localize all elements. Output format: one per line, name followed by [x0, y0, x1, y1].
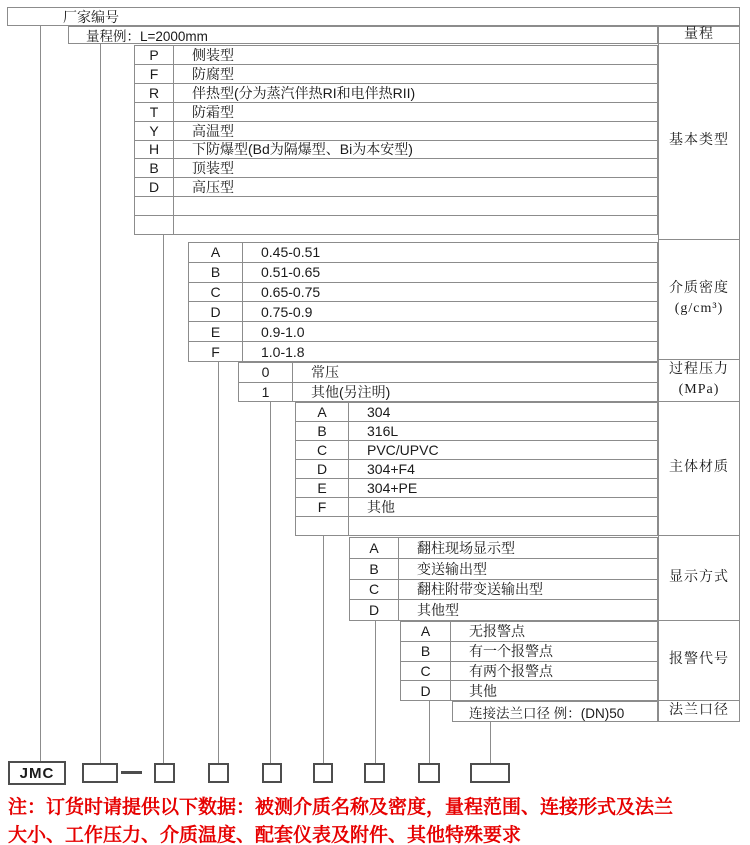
table-process-pressure — [238, 362, 658, 402]
dash-separator — [121, 771, 142, 774]
desc-cell: 有两个报警点 — [469, 662, 553, 679]
code-cell: B — [135, 159, 174, 177]
table-row — [135, 65, 657, 84]
connector-line — [218, 361, 219, 763]
code-cell: F — [189, 342, 243, 361]
code-cell: T — [135, 103, 174, 121]
table-row — [296, 403, 657, 422]
code-box-material — [313, 763, 333, 783]
table-body-material — [295, 402, 658, 536]
label-flange-size: 法兰口径 — [669, 702, 729, 718]
table-row — [135, 84, 657, 103]
desc-cell — [174, 216, 657, 234]
code-cell: H — [135, 141, 174, 159]
desc-cell — [174, 197, 657, 215]
table-row — [296, 441, 657, 460]
table-basic-type — [134, 45, 658, 235]
desc-cell: 常压 — [311, 364, 339, 381]
code-box-basic-type — [154, 763, 175, 783]
code-cell: A — [350, 538, 399, 558]
code-cell: B — [189, 263, 243, 282]
code-box-density — [208, 763, 229, 783]
table-row — [401, 622, 657, 642]
code-cell: A — [189, 243, 243, 262]
desc-cell: 1.0-1.8 — [261, 343, 305, 360]
label-basic-type: 基本类型 — [659, 44, 739, 240]
table-row — [401, 681, 657, 700]
table-row — [135, 159, 657, 178]
model-prefix-box: JMC — [8, 761, 66, 785]
table-row — [296, 422, 657, 441]
code-cell: E — [189, 322, 243, 341]
table-row — [239, 363, 657, 383]
table-row — [296, 460, 657, 479]
desc-cell: 316L — [367, 423, 399, 439]
desc-cell: PVC/UPVC — [367, 442, 439, 458]
code-box-range — [82, 763, 118, 783]
desc-cell: 伴热型(分为蒸汽伴热RI和电伴热RII) — [192, 84, 416, 101]
table-row — [189, 283, 657, 303]
desc-cell: 0.65-0.75 — [261, 284, 321, 301]
code-cell: R — [135, 84, 174, 102]
code-cell: F — [135, 65, 174, 83]
code-cell — [296, 517, 349, 535]
code-cell: D — [189, 302, 243, 321]
desc-cell: 其他型 — [417, 602, 459, 619]
table-row — [135, 216, 657, 234]
table-row — [135, 46, 657, 65]
table-row — [135, 103, 657, 122]
code-cell: F — [296, 498, 349, 516]
desc-cell: 变送输出型 — [417, 560, 487, 577]
desc-cell: 防腐型 — [192, 65, 234, 82]
table-row — [135, 178, 657, 197]
desc-cell — [349, 517, 657, 535]
desc-cell: 304 — [367, 404, 391, 420]
label-alarm-code: 报警代号 — [659, 621, 739, 701]
code-cell: P — [135, 46, 174, 64]
code-cell: D — [296, 460, 349, 478]
code-cell: B — [296, 422, 349, 440]
table-alarm-code — [400, 621, 658, 701]
table-row — [189, 263, 657, 283]
code-box-pressure — [262, 763, 282, 783]
code-cell: C — [350, 580, 399, 600]
desc-cell: 304+PE — [367, 480, 418, 496]
code-cell: Y — [135, 122, 174, 140]
code-cell: C — [189, 283, 243, 302]
table-row — [135, 197, 657, 216]
code-cell: D — [350, 600, 399, 620]
label-display-mode: 显示方式 — [659, 536, 739, 621]
category-label-column — [658, 26, 740, 722]
connector-line — [270, 401, 271, 763]
flange-row-label: 连接法兰口径 例：(DN)50 — [469, 705, 625, 721]
factory-number-label: 厂家编号 — [63, 8, 119, 25]
table-row — [350, 600, 657, 620]
table-row — [401, 662, 657, 682]
table-row — [189, 322, 657, 342]
desc-cell: 其他 — [367, 499, 395, 515]
table-row — [296, 479, 657, 498]
code-cell: C — [296, 441, 349, 459]
code-cell: B — [401, 642, 451, 661]
connector-line — [429, 700, 430, 763]
code-box-flange — [470, 763, 510, 783]
code-cell: B — [350, 559, 399, 579]
desc-cell: 翻柱现场显示型 — [417, 539, 515, 556]
desc-cell: 无报警点 — [469, 623, 525, 640]
connector-line — [100, 44, 101, 763]
table-row — [189, 243, 657, 263]
note-line-1: 注：订货时请提供以下数据：被测介质名称及密度，量程范围、连接形式及法兰 — [8, 797, 674, 818]
desc-cell: 0.75-0.9 — [261, 303, 313, 320]
connector-line — [490, 721, 491, 763]
code-cell: D — [401, 681, 451, 700]
desc-cell: 侧装型 — [192, 46, 234, 63]
range-example-label: 量程例：L=2000mm — [86, 29, 208, 44]
code-cell: C — [401, 662, 451, 681]
table-row — [350, 538, 657, 559]
code-cell: A — [401, 622, 451, 641]
connector-line — [375, 620, 376, 763]
table-medium-density — [188, 242, 658, 362]
desc-cell: 顶装型 — [192, 160, 234, 177]
connector-line — [163, 234, 164, 763]
flange-row — [452, 701, 658, 722]
factory-number-row — [7, 7, 740, 26]
desc-cell: 翻柱附带变送输出型 — [417, 581, 543, 598]
table-row — [296, 498, 657, 517]
code-cell — [135, 197, 174, 215]
code-cell: 1 — [239, 383, 293, 402]
desc-cell: 其他(另注明) — [311, 383, 391, 400]
table-row — [189, 342, 657, 361]
table-row — [189, 302, 657, 322]
code-cell: D — [135, 178, 174, 196]
table-row — [135, 122, 657, 141]
note-line-2: 大小、工作压力、介质温度、配套仪表及附件、其他特殊要求 — [8, 825, 522, 845]
code-cell — [135, 216, 174, 234]
connector-line — [323, 535, 324, 763]
desc-cell: 下防爆型(Bd为隔爆型、Bi为本安型) — [192, 141, 413, 158]
table-row — [239, 383, 657, 402]
code-cell: A — [296, 403, 349, 421]
desc-cell: 0.45-0.51 — [261, 244, 321, 261]
table-row — [296, 517, 657, 535]
code-cell: E — [296, 479, 349, 497]
table-row — [401, 642, 657, 662]
table-display-mode — [349, 537, 658, 621]
label-medium-density: 介质密度 (g/cm³) — [659, 240, 739, 360]
desc-cell: 0.9-1.0 — [261, 323, 305, 340]
desc-cell: 高压型 — [192, 179, 234, 196]
table-row — [135, 141, 657, 160]
table-row — [350, 559, 657, 580]
desc-cell: 有一个报警点 — [469, 643, 553, 660]
label-range: 量程 — [659, 27, 739, 44]
label-process-pressure: 过程压力 (MPa) — [659, 360, 739, 402]
code-box-display — [364, 763, 385, 783]
code-cell: 0 — [239, 363, 293, 382]
connector-line — [40, 26, 41, 763]
desc-cell: 高温型 — [192, 122, 234, 139]
desc-cell: 其他 — [469, 682, 497, 699]
range-example-row — [68, 26, 658, 44]
desc-cell: 防霜型 — [192, 103, 234, 120]
desc-cell: 0.51-0.65 — [261, 264, 321, 281]
note-text — [8, 794, 748, 845]
desc-cell: 304+F4 — [367, 461, 415, 477]
label-body-material: 主体材质 — [659, 402, 739, 536]
code-box-alarm — [418, 763, 440, 783]
table-row — [350, 580, 657, 601]
